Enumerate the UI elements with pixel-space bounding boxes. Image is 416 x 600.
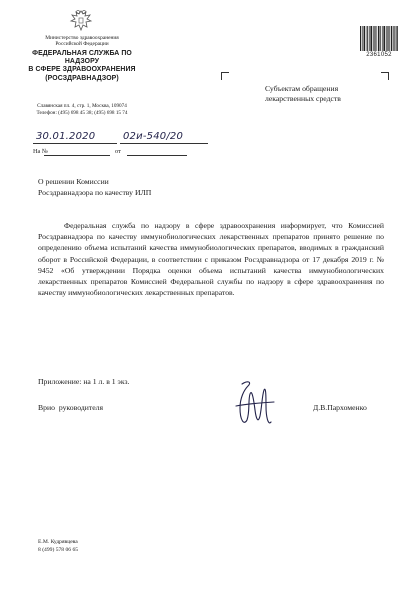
signatory-role: Врио руководителя — [38, 403, 103, 412]
letter-subject: О решении Комиссии Росздравнадзора по качеству ИЛП — [38, 177, 152, 197]
reference-number-label: На № — [33, 148, 48, 155]
agency-name: ФЕДЕРАЛЬНАЯ СЛУЖБА ПО НАДЗОРУ В СФЕРЕ ЗДРАВООХРАНЕНИЯ (РОСЗДРАВНАДЗОР) — [28, 50, 136, 82]
handwritten-date: 30.01.2020 — [36, 131, 96, 142]
handwritten-signature — [228, 376, 282, 436]
underline — [33, 143, 117, 144]
attachment-note: Приложение: на 1 л. в 1 экз. — [38, 377, 130, 386]
address-corner-mark — [221, 72, 229, 80]
address-corner-mark — [381, 72, 389, 80]
barcode-icon — [360, 26, 398, 51]
letter-body: Федеральная служба по надзору в сфере здравоохранения информирует, что Комиссией Росздравнадзора по качеству иммунобиологических лекарственных препаратов принято решение по определению объема испытаний качества иммунобиологических препаратов, вводимых в гражданский оборот в Российской Федерации, в соответствии с приказом Росздравнадзора от 17 декабря 2019 г. № 9452 «Об утверждении Порядка оценки объема испытаний качества иммунобиологических лекарственных препаратов Комиссией Федеральной службы по надзору в сфере здравоохранения по качеству иммунобиологических лекарственных препаратов. — [38, 221, 384, 298]
reference-line — [33, 148, 213, 160]
underline — [44, 155, 110, 156]
agency-address: Славянская пл. 4, стр. 1, Москва, 109074 Телефон: (495) 698 45 38; (495) 698 15 74 — [36, 103, 128, 116]
underline — [120, 143, 208, 144]
underline — [127, 155, 187, 156]
handwritten-outgoing-number: 02и-540/20 — [123, 131, 184, 142]
reference-from-label: от — [115, 148, 121, 155]
ministry-name: Министерство здравоохранения Российской Федерации — [45, 35, 119, 48]
coat-of-arms-icon — [69, 8, 93, 34]
signatory-name: Д.В.Пархоменко — [313, 403, 367, 412]
barcode-number: 2361052 — [366, 52, 392, 58]
executor-contact: Е.М. Кудрявцева 8 (499) 578 06 65 — [38, 539, 79, 553]
recipient-block: Субъектам обращения лекарственных средств — [265, 84, 341, 104]
